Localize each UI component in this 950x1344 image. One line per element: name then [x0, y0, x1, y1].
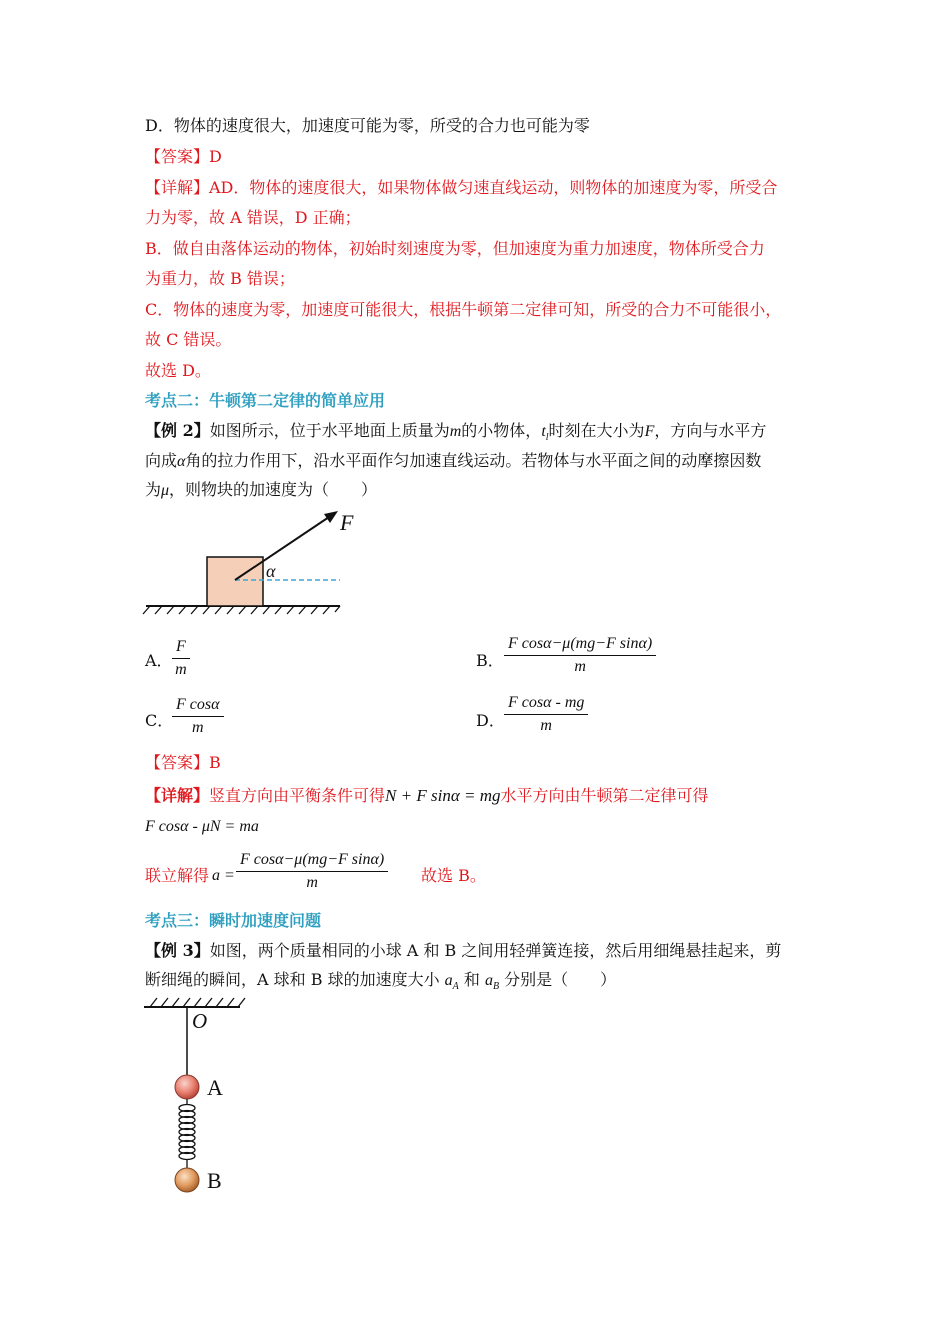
force-arrow-head: [324, 511, 338, 523]
explanation-2b: 为重力，故 B 错误；: [145, 269, 295, 288]
stem-text: 为: [145, 480, 162, 499]
explanation-label: 【详解】: [145, 786, 210, 805]
equation-a-denominator: m: [306, 874, 318, 891]
label-B: B: [207, 1168, 222, 1193]
option-a-fraction: [172, 636, 190, 681]
block: [207, 557, 263, 606]
conclusion-1: 故选 D。: [145, 361, 211, 380]
option-a-denominator: m: [175, 661, 187, 678]
stem-text: 断细绳的瞬间，A 球和 B 球的加速度大小: [145, 970, 445, 989]
force-arrow: [235, 515, 332, 580]
label-O: O: [192, 1009, 208, 1033]
stem-text: 如图所示，位于水平地面上质量为: [209, 421, 450, 440]
stem-text: 的小物体，: [461, 421, 542, 440]
option-b-denominator: m: [574, 658, 586, 675]
option-d-label: D．: [476, 711, 505, 730]
option-d-text: D．物体的速度很大，加速度可能为零，所受的合力也可能为零: [145, 116, 590, 135]
explanation-3a: C．物体的速度为零，加速度可能很大，根据牛顿第二定律可知，所受的合力不可能很小，: [145, 300, 782, 319]
equation-balance: N + F sinα = mg: [385, 786, 501, 805]
stem-text: 时刻在大小为: [548, 421, 645, 440]
stem-text: 向成: [145, 451, 178, 470]
option-c-numerator: F cosα: [172, 694, 224, 717]
answer-1: 【答案】D: [145, 147, 222, 166]
spring: [179, 1099, 195, 1168]
option-c-denominator: m: [191, 719, 204, 736]
explanation-text: 竖直方向由平衡条件可得: [209, 786, 386, 805]
ceiling-hatching: [150, 998, 245, 1007]
force-label-F: F: [340, 510, 354, 535]
option-d-numerator: F cosα - mg: [504, 692, 588, 715]
explanation-2-line1: [145, 785, 709, 807]
equation-a-numerator: F cosα−μ(mg−F sinα): [236, 849, 388, 872]
stem-text: 角的拉力作用下，沿水平面作匀加速直线运动。若物体与水平面之间的动摩擦因数: [185, 451, 762, 470]
example-2-stem-line2: [145, 450, 761, 473]
example-2-label: 【例 2】: [145, 421, 210, 440]
explanation-text: 水平方向由牛顿第二定律可得: [500, 786, 709, 805]
stem-text: ，方向与水平方: [654, 421, 767, 440]
spring-balls-diagram: [140, 992, 250, 1197]
section-3-heading: 考点三：瞬时加速度问题: [145, 911, 322, 930]
option-a-label: A．: [145, 651, 173, 670]
section-2-heading: 考点二：牛顿第二定律的简单应用: [145, 391, 386, 410]
ground-hatching: [143, 606, 340, 614]
option-c-fraction: [172, 694, 224, 739]
example-3-stem-line1: [145, 940, 781, 962]
explanation-1b: 力为零，故 A 错误，D 正确；: [145, 208, 361, 227]
var-aB: $a_B$: [484, 972, 500, 993]
var-t: $t_l$: [541, 423, 549, 444]
var-F: F: [644, 423, 655, 440]
example-2-stem-line3: [145, 479, 377, 502]
ball-b: [175, 1168, 199, 1192]
equation-a-fraction: [236, 849, 388, 894]
label-A: A: [207, 1075, 223, 1100]
explanation-2a: B．做自由落体运动的物体，初始时刻速度为零，但加速度为重力加速度，物体所受合力: [145, 239, 765, 258]
conclusion-2: 故选 B。: [421, 866, 486, 885]
angle-label-alpha: α: [266, 561, 276, 581]
stem-text: 如图，两个质量相同的小球 A 和 B 之间用轻弹簧连接，然后用细绳悬挂起来，剪: [209, 941, 782, 960]
stem-text: 分别是（ ）: [499, 970, 617, 989]
answer-2: 【答案】B: [145, 753, 221, 772]
option-b-label: B．: [476, 651, 504, 670]
option-b-fraction: [504, 633, 656, 678]
equation-newton: F cosα - μN = ma: [145, 818, 259, 835]
stem-text: 和: [458, 970, 485, 989]
var-mu: μ: [161, 482, 170, 499]
var-m: m: [449, 423, 462, 440]
var-alpha: α: [177, 453, 186, 470]
var-aA: $a_A$: [444, 972, 459, 993]
ball-a: [175, 1075, 199, 1099]
explanation-2-solve-label: 联立解得: [145, 866, 210, 885]
block-force-diagram: [140, 500, 370, 620]
example-2-stem-line1: [145, 420, 766, 449]
option-a-numerator: F: [172, 636, 190, 659]
explanation-1a: 【详解】AD．物体的速度很大，如果物体做匀速直线运动，则物体的加速度为零，所受合: [145, 178, 778, 197]
option-b-numerator: F cosα−μ(mg−F sinα): [504, 633, 656, 656]
stem-text: ，则物块的加速度为（ ）: [169, 480, 378, 499]
option-d-denominator: m: [540, 717, 552, 734]
explanation-3b: 故 C 错误。: [145, 330, 232, 349]
option-c-label: C．: [145, 711, 174, 730]
option-d-fraction: [504, 692, 588, 737]
example-3-label: 【例 3】: [145, 941, 210, 960]
equation-a-lhs: a =: [212, 867, 235, 884]
